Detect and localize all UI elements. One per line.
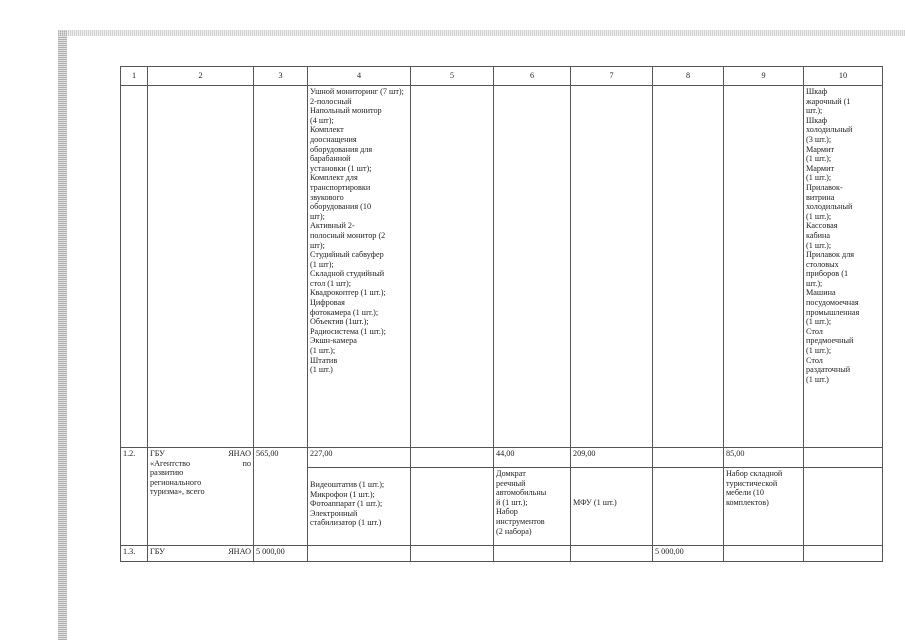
header-cell: 2 bbox=[148, 67, 254, 86]
header-cell: 6 bbox=[494, 67, 571, 86]
empty-cell bbox=[653, 86, 724, 448]
empty-cell bbox=[804, 468, 883, 546]
amount-cell: 85,00 bbox=[724, 448, 804, 468]
row-number: 1.2. bbox=[121, 448, 148, 546]
header-cell: 8 bbox=[653, 67, 724, 86]
org-text: «Агентство bbox=[150, 458, 191, 468]
org-text: ЯНАО bbox=[228, 449, 251, 458]
equipment-list-cell: Шкаф жарочный (1 шт.); Шкаф холодильный (3 шт.); Мармит (1 шт.); Мармит (1 шт.); Прилавок- витрина холодильный (1 шт.); Кассовая кабина (1 шт.); Прилавок для столовых приборов (1 шт.); Машина посудомоечная промышленная (1 шт.); Стол предмоечный (1 шт.); Стол раздаточный (1 шт.) bbox=[804, 86, 883, 448]
header-cell: 3 bbox=[254, 67, 308, 86]
header-row bbox=[121, 67, 883, 86]
organization-cell bbox=[148, 546, 254, 562]
empty-cell bbox=[653, 468, 724, 546]
header-cell: 5 bbox=[411, 67, 494, 86]
org-text: развитию регионального туризма», всего bbox=[150, 468, 205, 497]
table-row bbox=[121, 546, 883, 562]
amount-cell: 5 000,00 bbox=[254, 546, 308, 562]
org-text: ГБУ bbox=[150, 547, 165, 556]
org-text: ГБУ bbox=[150, 449, 165, 458]
equipment-list-cell: Видеоштатив (1 шт.); Микрофон (1 шт.); Фотоаппарат (1 шт.); Электронный стабилизатор (1 шт.) bbox=[308, 468, 411, 546]
empty-cell bbox=[254, 86, 308, 448]
organization-cell bbox=[148, 448, 254, 546]
empty-cell bbox=[804, 448, 883, 468]
empty-cell bbox=[121, 86, 148, 448]
equipment-list-cell: Ушной мониторинг (7 шт); 2-полосный Напольный монитор (4 шт); Комплект дооснащения оборудования для барабанной установки (1 шт); Комплект для транспортировки звукового оборудования (10 шт); Активный 2- полосный монитор (2 шт); Студийный сабвуфер (1 шт); Складной студийный стол (1 шт); Квадрокоптер (1 шт.); Цифровая фотокамера (1 шт.); Объектив (1шт.); Радиосистема (1 шт.); Экшн-камера (1 шт.); Штатив (1 шт.) bbox=[308, 86, 411, 448]
empty-cell bbox=[411, 546, 494, 562]
empty-cell bbox=[148, 86, 254, 448]
empty-cell bbox=[494, 546, 571, 562]
empty-cell bbox=[804, 546, 883, 562]
table-row bbox=[121, 86, 883, 448]
amount-cell: 227,00 bbox=[308, 448, 411, 468]
org-text: ЯНАО bbox=[228, 547, 251, 556]
empty-cell bbox=[411, 86, 494, 448]
empty-cell bbox=[411, 448, 494, 468]
row-number: 1.3. bbox=[121, 546, 148, 562]
equipment-list-cell: МФУ (1 шт.) bbox=[571, 468, 653, 546]
header-cell: 10 bbox=[804, 67, 883, 86]
header-cell: 4 bbox=[308, 67, 411, 86]
amount-cell: 565,00 bbox=[254, 448, 308, 546]
empty-cell bbox=[653, 448, 724, 468]
empty-cell bbox=[571, 86, 653, 448]
empty-cell bbox=[571, 546, 653, 562]
scan-edge-left bbox=[58, 30, 67, 640]
header-cell: 7 bbox=[571, 67, 653, 86]
equipment-table bbox=[120, 66, 883, 562]
empty-cell bbox=[308, 546, 411, 562]
equipment-list-cell: Домкрат реечный автомобильны й (1 шт.); Набор инструментов (2 набора) bbox=[494, 468, 571, 546]
amount-cell: 44,00 bbox=[494, 448, 571, 468]
org-text: по bbox=[242, 458, 251, 468]
scan-edge-top bbox=[58, 30, 905, 36]
empty-cell bbox=[724, 86, 804, 448]
empty-cell bbox=[411, 468, 494, 546]
table-row bbox=[121, 448, 883, 468]
amount-cell: 209,00 bbox=[571, 448, 653, 468]
empty-cell bbox=[724, 546, 804, 562]
empty-cell bbox=[494, 86, 571, 448]
amount-cell: 5 000,00 bbox=[653, 546, 724, 562]
header-cell: 9 bbox=[724, 67, 804, 86]
equipment-list-cell: Набор складной туристической мебели (10 комплектов) bbox=[724, 468, 804, 546]
header-cell: 1 bbox=[121, 67, 148, 86]
